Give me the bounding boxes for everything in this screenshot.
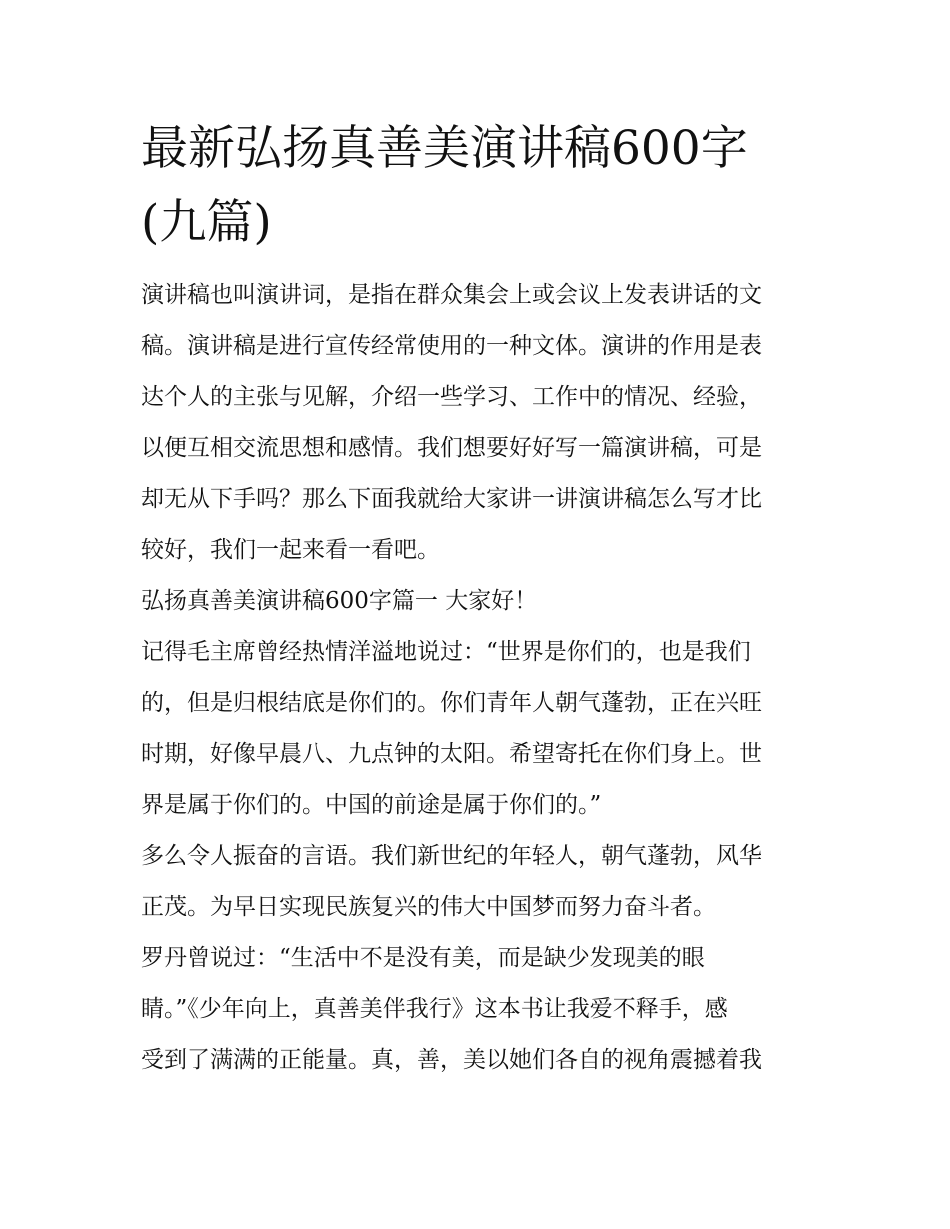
paragraph-line: 正茂。为早日实现民族复兴的伟大中国梦而努力奋斗者。 [141,894,716,920]
body-paragraph [141,933,813,1086]
title-line-1: 最新弘扬真善美演讲稿600字 [141,121,748,176]
paragraph-line: 以便互相交流思想和感情。我们想要好好写一篇演讲稿，可是 [141,435,762,461]
paragraph-line: 弘扬真善美演讲稿600字篇一 大家好！ [141,588,538,614]
paragraph-line: 记得毛主席曾经热情洋溢地说过：“世界是你们的，也是我们 [141,639,751,665]
paragraph-line: 界是属于你们的。中国的前途是属于你们的。” [141,792,602,818]
paragraph-line: 较好，我们一起来看一看吧。 [141,537,440,563]
document-title [141,112,813,260]
paragraph-line: 却无从下手吗？那么下面我就给大家讲一讲演讲稿怎么写才比 [141,486,762,512]
paragraph-line: 受到了满满的正能量。真，善，美以她们各自的视角震撼着我 [141,1047,762,1073]
title-line-2: (九篇) [141,195,272,250]
paragraph-line: 演讲稿也叫演讲词，是指在群众集会上或会议上发表讲话的文 [141,282,762,308]
paragraph-line: 罗丹曾说过：“生活中不是没有美，而是缺少发现美的眼 [141,945,705,971]
intro-paragraph [141,270,813,576]
body-paragraph [141,831,813,933]
paragraph-line: 达个人的主张与见解，介绍一些学习、工作中的情况、经验， [141,384,762,410]
paragraph-line: 多么令人振奋的言语。我们新世纪的年轻人，朝气蓬勃，风华 [141,843,762,869]
section-heading-paragraph [141,576,813,627]
paragraph-line: 睛。”《少年向上，真善美伴我行》这本书让我爱不释手，感 [141,996,728,1022]
paragraph-line: 时期，好像早晨八、九点钟的太阳。希望寄托在你们身上。世 [141,741,762,767]
paragraph-line: 稿。演讲稿是进行宣传经常使用的一种文体。演讲的作用是表 [141,333,762,359]
quote-paragraph [141,627,813,831]
paragraph-line: 的，但是归根结底是你们的。你们青年人朝气蓬勃，正在兴旺 [141,690,762,716]
document-content [141,112,813,1086]
